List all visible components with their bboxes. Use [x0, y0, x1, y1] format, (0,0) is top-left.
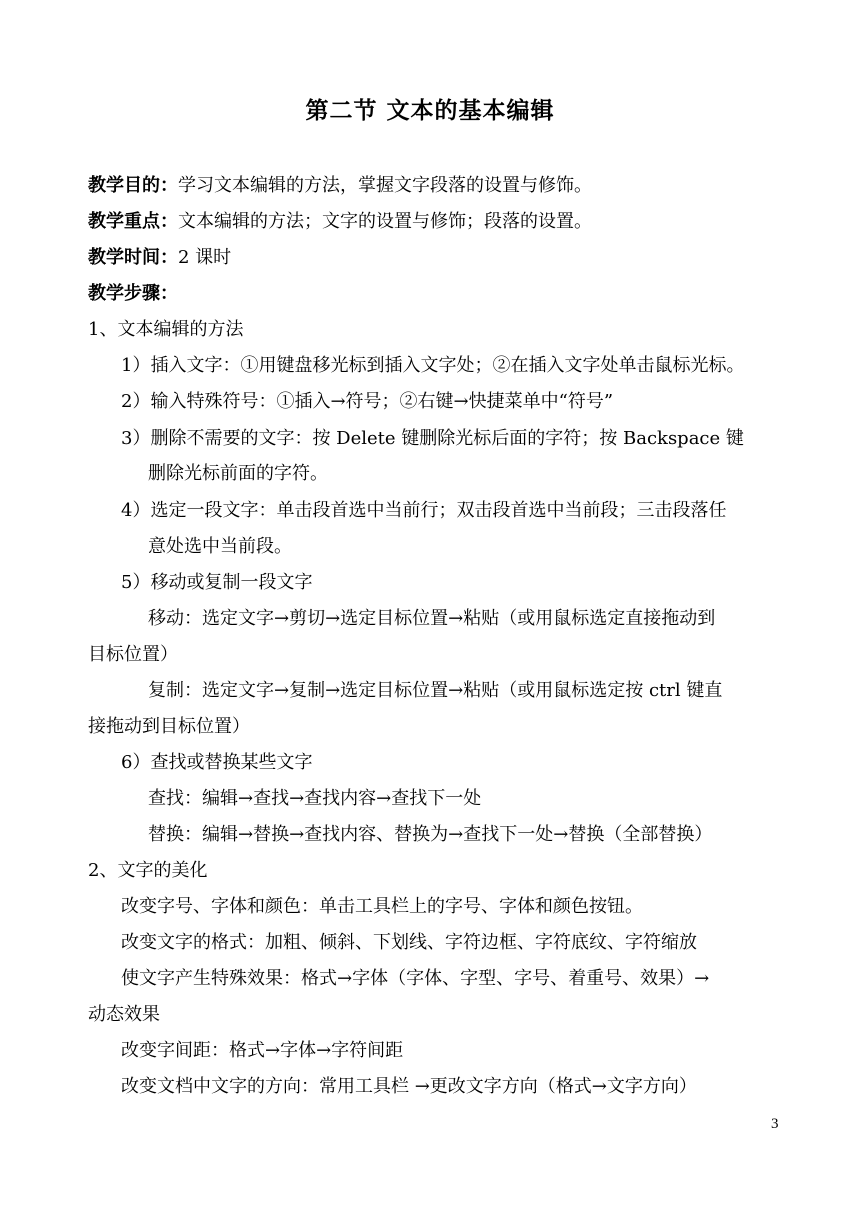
- body-line: 改变字间距：格式→字体→字符间距: [121, 1040, 404, 1061]
- body-line: 3）删除不需要的文字：按 Delete 键删除光标后面的字符；按 Backspace 键: [121, 428, 744, 449]
- key-points-text: 文本编辑的方法；文字的设置与修饰；段落的设置。: [178, 211, 592, 232]
- body-line: 复制：选定文字→复制→选定目标位置→粘贴（或用鼠标选定按 ctrl 键直: [148, 680, 723, 701]
- body-line: 删除光标前面的字符。: [148, 463, 328, 484]
- body-line: 动态效果: [88, 1004, 160, 1025]
- body-line: 4）选定一段文字：单击段首选中当前行；双击段首选中当前段；三击段落任: [121, 500, 727, 521]
- section-heading-1: 1、文本编辑的方法: [88, 319, 244, 340]
- body-line: 改变文档中文字的方向：常用工具栏 →更改文字方向（格式→文字方向）: [121, 1076, 697, 1097]
- body-line: 改变文字的格式：加粗、倾斜、下划线、字符边框、字符底纹、字符缩放: [121, 932, 697, 953]
- time-label: 教学时间：: [88, 247, 178, 268]
- steps-line: [88, 282, 178, 306]
- body-line: 使文字产生特殊效果：格式→字体（字体、字型、字号、着重号、效果）→: [121, 968, 710, 989]
- objective-line: [88, 174, 592, 198]
- body-line: 6）查找或替换某些文字: [121, 752, 313, 773]
- body-line: 2）输入特殊符号：①插入→符号；②右键→快捷菜单中“符号”: [121, 391, 614, 412]
- time-line: [88, 246, 231, 270]
- body-line: 移动：选定文字→剪切→选定目标位置→粘贴（或用鼠标选定直接拖动到: [148, 608, 716, 629]
- body-line: 目标位置）: [88, 644, 178, 665]
- body-line: 意处选中当前段。: [148, 536, 292, 557]
- key-points-label: 教学重点：: [88, 211, 178, 232]
- page-title: 第二节 文本的基本编辑: [305, 98, 555, 124]
- body-line: 5）移动或复制一段文字: [121, 572, 313, 593]
- time-text: 2 课时: [178, 247, 232, 268]
- section-heading-2: 2、文字的美化: [88, 860, 208, 881]
- page-number: 3: [771, 1116, 779, 1132]
- body-line: 1）插入文字：①用键盘移光标到插入文字处；②在插入文字处单击鼠标光标。: [121, 355, 745, 376]
- objective-label: 教学目的：: [88, 175, 178, 196]
- objective-text: 学习文本编辑的方法，掌握文字段落的设置与修饰。: [178, 175, 592, 196]
- key-points-line: [88, 210, 592, 234]
- steps-label: 教学步骤：: [88, 283, 178, 304]
- body-line: 改变字号、字体和颜色：单击工具栏上的字号、字体和颜色按钮。: [121, 896, 643, 917]
- body-line: 替换：编辑→替换→查找内容、替换为→查找下一处→替换（全部替换）: [148, 824, 713, 845]
- body-line: 接拖动到目标位置）: [88, 716, 250, 737]
- body-line: 查找：编辑→查找→查找内容→查找下一处: [148, 788, 482, 809]
